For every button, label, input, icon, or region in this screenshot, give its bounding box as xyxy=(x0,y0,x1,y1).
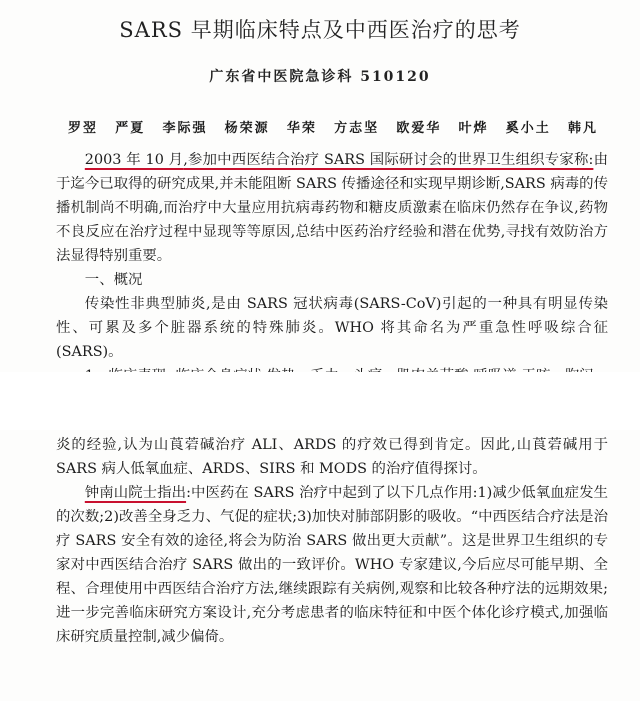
anisodamine-paragraph: 炎的经验,认为山莨菪碱治疗 ALI、ARDS 的疗效已得到肯定。因此,山莨菪碱用于 SARS 病人低氧血症、ARDS、SIRS 和 MODS 的治疗值得探讨。 xyxy=(56,437,608,477)
author: 欧爱华 xyxy=(396,121,442,136)
zhong-nanshan-points: :中医药在 SARS 治疗中起到了以下几点作用:1)减少低氧血症发生的次数;2)改善全身乏力、气促的症状;3)加快对肺部阴影的吸收。 xyxy=(56,485,608,525)
article-title: SARS 早期临床特点及中西医治疗的思考 xyxy=(119,18,521,42)
author: 叶烨 xyxy=(458,121,489,136)
affiliation: 广东省中医院急诊科 510120 xyxy=(209,69,431,85)
author: 奚小土 xyxy=(505,121,551,136)
intro-paragraph-body: 由于迄今已取得的研究成果,并未能阻断 SARS 传播途径和实现早期诊断,SARS 病毒的传播机制尚不明确,而治疗中大量应用抗病毒药物和糖皮质激素在临床仍然存在争议,药物不良反应在治疗过程中显现等等原因,总结中医药治疗经验和潜在优势,寻找有效防治方法显得特别重要。 xyxy=(56,152,608,264)
highlighted-date: 2003 年 10 月 xyxy=(84,152,184,168)
author: 方志坚 xyxy=(334,121,380,136)
author: 华荣 xyxy=(286,121,317,136)
author: 罗翌 xyxy=(68,121,99,136)
author-list xyxy=(68,117,598,136)
author: 杨荣源 xyxy=(224,121,270,136)
highlighted-zhong-nanshan: 钟南山院士指出 xyxy=(84,485,187,501)
author: 李际强 xyxy=(162,121,208,136)
who-evaluation: “中西医结合疗法是治疗 SARS 安全有效的途径,将会为防治 SARS 做出更大贡献”。这是世界卫生组织的专家对中西医结合治疗 SARS 做出的一致评价。WHO 专家建议,今后应尽可能早期、全程、合理使用中西医结合治疗方法,继续跟踪有关病例,观察和比较各种疗法的远期效果;进一步完善临床研究方案设计,充分考虑患者的临床特征和中医个体化诊疗模式,加强临床研究质量控制,减少偏倚。 xyxy=(56,509,608,645)
section-heading: 一、概况 xyxy=(84,272,143,288)
author: 严夏 xyxy=(115,121,146,136)
author: 韩凡 xyxy=(567,121,598,136)
overview-paragraph: 传染性非典型肺炎,是由 SARS 冠状病毒(SARS-CoV)引起的一种具有明显传染性、可累及多个脏器系统的特殊肺炎。WHO 将其命名为严重急性呼吸综合征(SARS)。 xyxy=(56,296,608,360)
highlighted-who-statement: ,参加中西医结合治疗 SARS 国际研讨会的世界卫生组织专家称: xyxy=(183,152,594,168)
intro-paragraph xyxy=(56,148,608,268)
body-block-lower xyxy=(56,433,608,649)
zhong-nanshan-paragraph xyxy=(56,481,608,649)
page-gap xyxy=(0,372,640,430)
